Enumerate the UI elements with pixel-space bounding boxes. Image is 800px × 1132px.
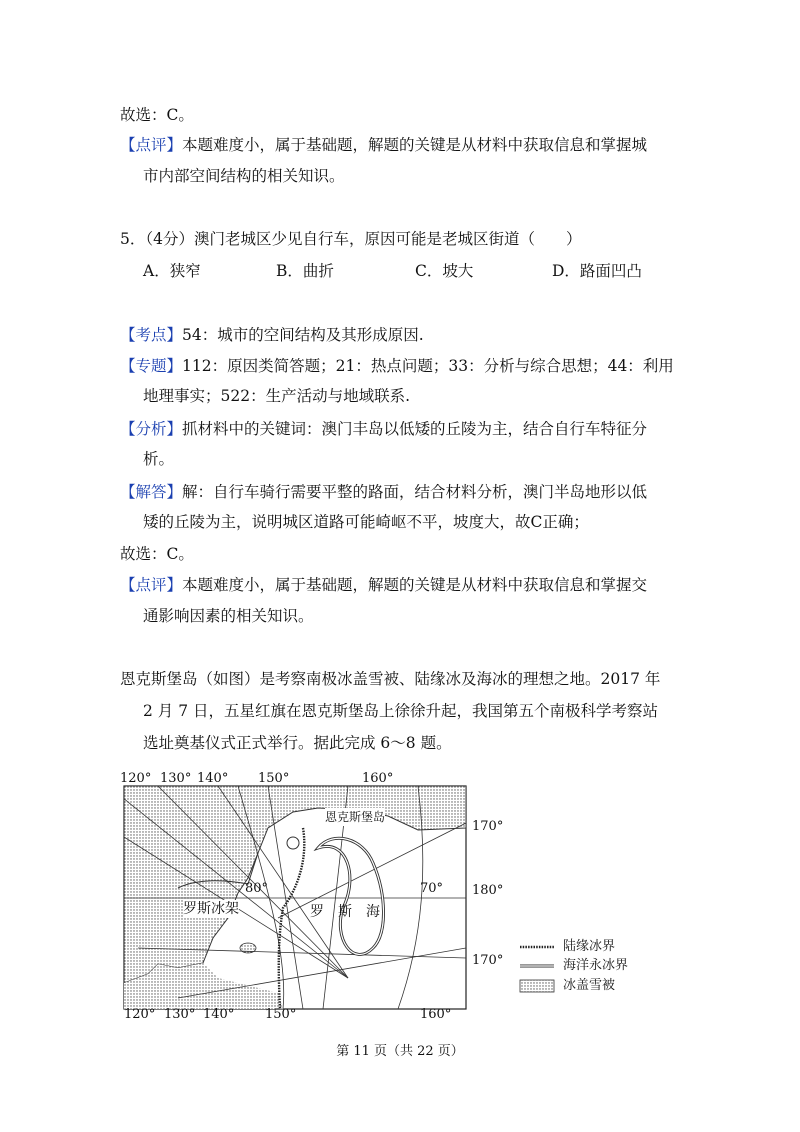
q5-kaodian: 【考点】54：城市的空间结构及其形成原因. [120,326,424,344]
comment-text-1: 本题难度小，属于基础题，解题的关键是从材料中获取信息和掌握交 [182,576,648,594]
bottom-lon-120: 120° [124,1007,156,1022]
q5-option-d: D．路面凹凸 [552,262,642,280]
ice-shelf-label: 罗斯冰架 [183,901,239,917]
legend-ice-cover: 冰盖雪被 [563,978,616,993]
kaodian-text: 54：城市的空间结构及其形成原因. [182,326,424,344]
top-lon-140: 140° [197,771,229,786]
right-lat-180: 180° [472,883,504,898]
legend-symbols [518,940,558,1000]
comment-text-1: 本题难度小，属于基础题，解题的关键是从材料中获取信息和掌握城 [182,136,648,154]
jieda-tag: 解答 [135,483,167,501]
q5-jieda: 【解答】解：自行车骑行需要平整的路面，结合材料分析，澳门半岛地形以低 [120,483,648,501]
lat-80-label: 80° [245,881,269,896]
island-enks-marker [287,837,299,849]
right-lat-170-top: 170° [472,819,504,834]
q4-comment-cont: 市内部空间结构的相关知识。 [143,167,345,185]
q4-answer: 故选：C。 [120,106,194,124]
kaodian-tag: 考点 [135,326,167,344]
q5-fenxi: 【分析】抓材料中的关键词：澳门丰岛以低矮的丘陵为主，结合自行车特征分 [120,420,648,438]
q4-comment: 【点评】本题难度小，属于基础题，解题的关键是从材料中获取信息和掌握城 [120,136,648,154]
q5-option-b: B．曲折 [276,262,334,280]
top-lon-160: 160° [362,771,394,786]
page-footer: 第 11 页（共 22 页） [336,1044,464,1059]
q5-option-a: A．狭窄 [143,262,201,280]
q5-zhuanti: 【专题】112：原因类简答题；21：热点问题；33：分析与综合思想；44：利用 [120,357,674,375]
q5-zhuanti-cont: 地理事实；522：生产活动与地域联系. [143,387,411,405]
comment-tag: 点评 [135,136,167,154]
q5-comment: 【点评】本题难度小，属于基础题，解题的关键是从材料中获取信息和掌握交 [120,576,648,594]
q5-stem: 5．（4分）澳门老城区少见自行车，原因可能是老城区街道（ ） [120,230,582,248]
passage-line-3: 选址奠基仪式正式举行。据此完成 6～8 题。 [143,734,452,752]
island-label: 恩克斯堡岛 [325,810,386,824]
ross-sea-map [118,768,508,1023]
comment-tag: 点评 [135,576,167,594]
jieda-text-1: 解：自行车骑行需要平整的路面，结合材料分析，澳门半岛地形以低 [182,483,648,501]
zhuanti-text-1: 112：原因类简答题；21：热点问题；33：分析与综合思想；44：利用 [182,357,674,375]
top-lon-150: 150° [258,771,290,786]
bottom-lon-130: 130° [164,1007,196,1022]
top-lon-130: 130° [160,771,192,786]
passage-line-2: 2 月 7 日，五星红旗在恩克斯堡岛上徐徐升起，我国第五个南极科学考察站 [143,702,659,720]
legend-land-ice: 陆缘冰界 [563,939,616,954]
q5-answer: 故选：C。 [120,545,194,563]
zhuanti-tag: 专题 [135,357,167,375]
passage-line-1: 恩克斯堡岛（如图）是考察南极冰盖雪被、陆缘冰及海冰的理想之地。2017 年 [120,670,661,688]
top-lon-120: 120° [120,771,152,786]
right-lat-170-bottom: 170° [472,953,504,968]
q5-fenxi-cont: 析。 [143,450,175,468]
q5-option-c: C．坡大 [415,262,474,280]
bottom-lon-160: 160° [420,1007,452,1022]
bottom-lon-140: 140° [203,1007,235,1022]
lat-70-label: 70° [420,881,444,896]
legend-perm-ice: 海洋永冰界 [563,958,629,973]
fenxi-text-1: 抓材料中的关键词：澳门丰岛以低矮的丘陵为主，结合自行车特征分 [182,420,648,438]
bottom-lon-150: 150° [265,1007,297,1022]
q5-comment-cont: 通影响因素的相关知识。 [143,607,314,625]
fenxi-tag: 分析 [135,420,167,438]
q5-jieda-cont: 矮的丘陵为主，说明城区道路可能崎岖不平，坡度大，故C正确； [143,513,589,531]
ross-sea-label: 罗 斯 海 [310,904,380,920]
